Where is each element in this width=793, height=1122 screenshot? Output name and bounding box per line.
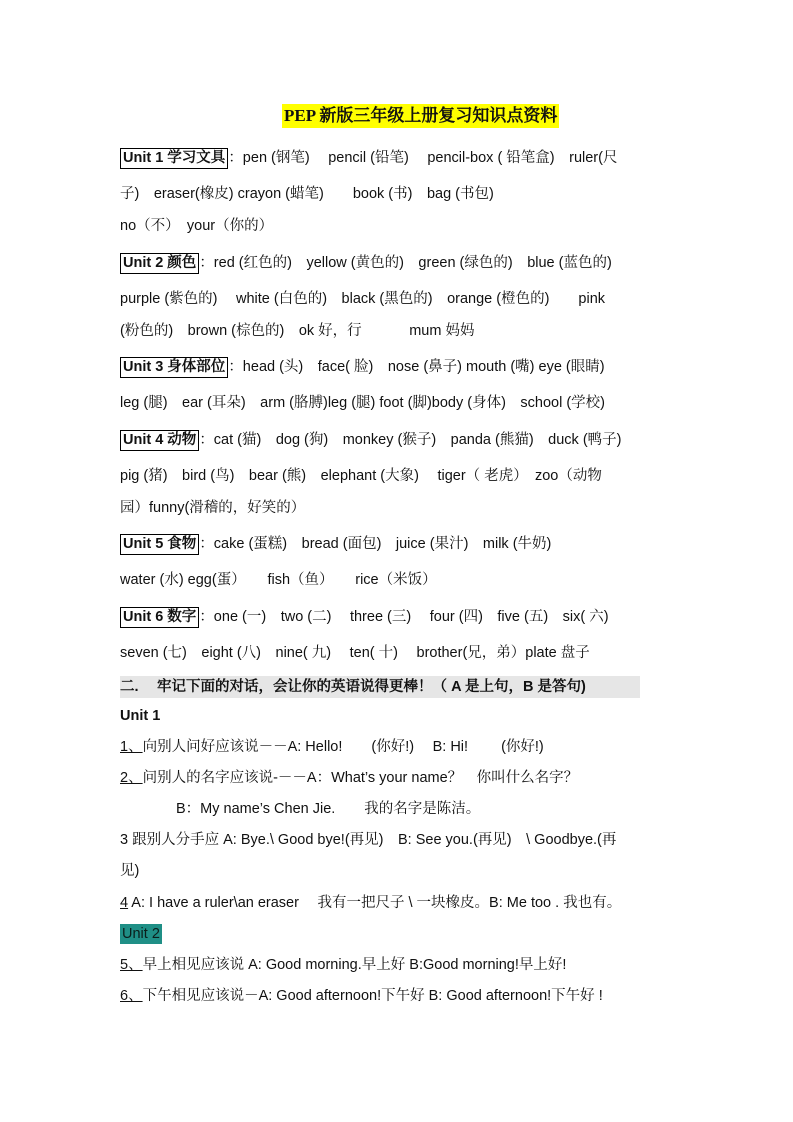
unit1-vocab-line2: 子) eraser(橡皮) crayon (蜡笔) book (书) bag (书包) <box>120 186 494 202</box>
dialog-3-line2: 见) <box>120 863 140 879</box>
dialog-6-text: 下午相见应该说－A: Good afternoon!下午好 B: Good afternoon!下午好 ! <box>142 988 603 1004</box>
unit5-vocab-line1 <box>120 534 680 555</box>
unit1-vocab-line3: no（不） your（你的） <box>120 218 274 234</box>
unit3-vocab-line1 <box>120 357 680 378</box>
unit2-vocab-line1 <box>120 253 680 274</box>
dialog-unit1-label: Unit 1 <box>120 708 161 724</box>
unit5-words-1: ：cake (蛋糕) bread (面包) juice (果汁) milk (牛奶) <box>199 536 552 552</box>
unit2-words-1: ：red (红色的) yellow (黄色的) green (绿色的) blue (蓝色的) <box>199 255 612 271</box>
dialog-6 <box>120 986 680 1006</box>
dialog-3-line1: 3 跟别人分手应 A: Bye.\ Good bye!(再见) B: See you.(再见) \ Goodbye.(再 <box>120 832 617 848</box>
dialog-2-number: 2、 <box>120 770 143 786</box>
dialog-1-number: 1、 <box>120 739 143 755</box>
unit3-label: Unit 3 身体部位 <box>120 357 228 378</box>
dialog-5 <box>120 955 680 975</box>
unit1-vocab-line1 <box>120 148 680 169</box>
unit1-label: Unit 1 学习文具 <box>120 148 228 169</box>
unit3-words-1: ：head (头) face( 脸) nose (鼻子) mouth (嘴) eye (眼睛) <box>228 359 605 375</box>
dialog-2-answer: B：My name’s Chen Jie. 我的名字是陈洁。 <box>176 801 481 817</box>
dialog-2 <box>120 768 680 788</box>
unit2-vocab-line2: purple (紫色的) white (白色的) black (黑色的) orange (橙色的) pink <box>120 291 606 307</box>
dialog-4 <box>120 893 680 913</box>
dialog-5-text: 早上相见应该说 A: Good morning.早上好 B:Good morning!早上好! <box>142 957 567 973</box>
unit5-label: Unit 5 食物 <box>120 534 199 555</box>
dialog-unit2-label: Unit 2 <box>122 926 160 942</box>
unit4-vocab-line1 <box>120 430 680 451</box>
dialog-4-text: A: I have a ruler\an eraser 我有一把尺子 \ 一块橡皮。B: Me too . 我也有。 <box>128 895 622 911</box>
dialog-1 <box>120 737 680 757</box>
dialog-5-number: 5、 <box>120 957 143 973</box>
page-title: PEP 新版三年级上册复习知识点资料 <box>282 104 559 128</box>
dialog-2-text: 问别人的名字应该说-－－A：What’s your name？ 你叫什么名字？ <box>142 770 579 786</box>
unit2-vocab-line3: (粉色的) brown (棕色的) ok 好，行 mum 妈妈 <box>120 323 475 339</box>
unit6-label: Unit 6 数字 <box>120 607 199 628</box>
dialog-4-number: 4 <box>120 895 129 911</box>
dialog-1-text: 向别人问好应该说－－A: Hello! (你好!) B: Hi! (你好!) <box>142 739 544 755</box>
unit4-vocab-line3: 园）funny(滑稽的，好笑的） <box>120 500 306 516</box>
unit5-vocab-line2: water (水) egg(蛋） fish（鱼） rice（米饭） <box>120 572 437 588</box>
unit6-words-1: ：one (一) two (二) three (三) four (四) five (五) six( 六) <box>199 609 609 625</box>
unit3-vocab-line2: leg (腿) ear (耳朵) arm (胳膊)leg (腿) foot (脚)body (身体) school (学校) <box>120 395 605 411</box>
unit1-words-1: ：pen (钢笔) pencil (铅笔) pencil-box ( 铅笔盒) ruler(尺 <box>228 150 618 166</box>
unit4-vocab-line2: pig (猪) bird (鸟) bear (熊) elephant (大象) tiger（ 老虎） zoo（动物 <box>120 468 602 484</box>
unit6-vocab-line2: seven (七) eight (八) nine( 九) ten( 十) brother(兄，弟）plate 盘子 <box>120 645 590 661</box>
unit2-label: Unit 2 颜色 <box>120 253 199 274</box>
dialog-6-number: 6、 <box>120 988 143 1004</box>
unit6-vocab-line1 <box>120 607 680 628</box>
dialog-unit2-row <box>120 924 680 944</box>
unit4-label: Unit 4 动物 <box>120 430 199 451</box>
section-heading: 二. 牢记下面的对话，会让你的英语说得更棒！（ A 是上句，B 是答句) <box>120 676 640 698</box>
unit4-words-1: ：cat (猫) dog (狗) monkey (猴子) panda (熊猫) duck (鸭子) <box>199 432 622 448</box>
